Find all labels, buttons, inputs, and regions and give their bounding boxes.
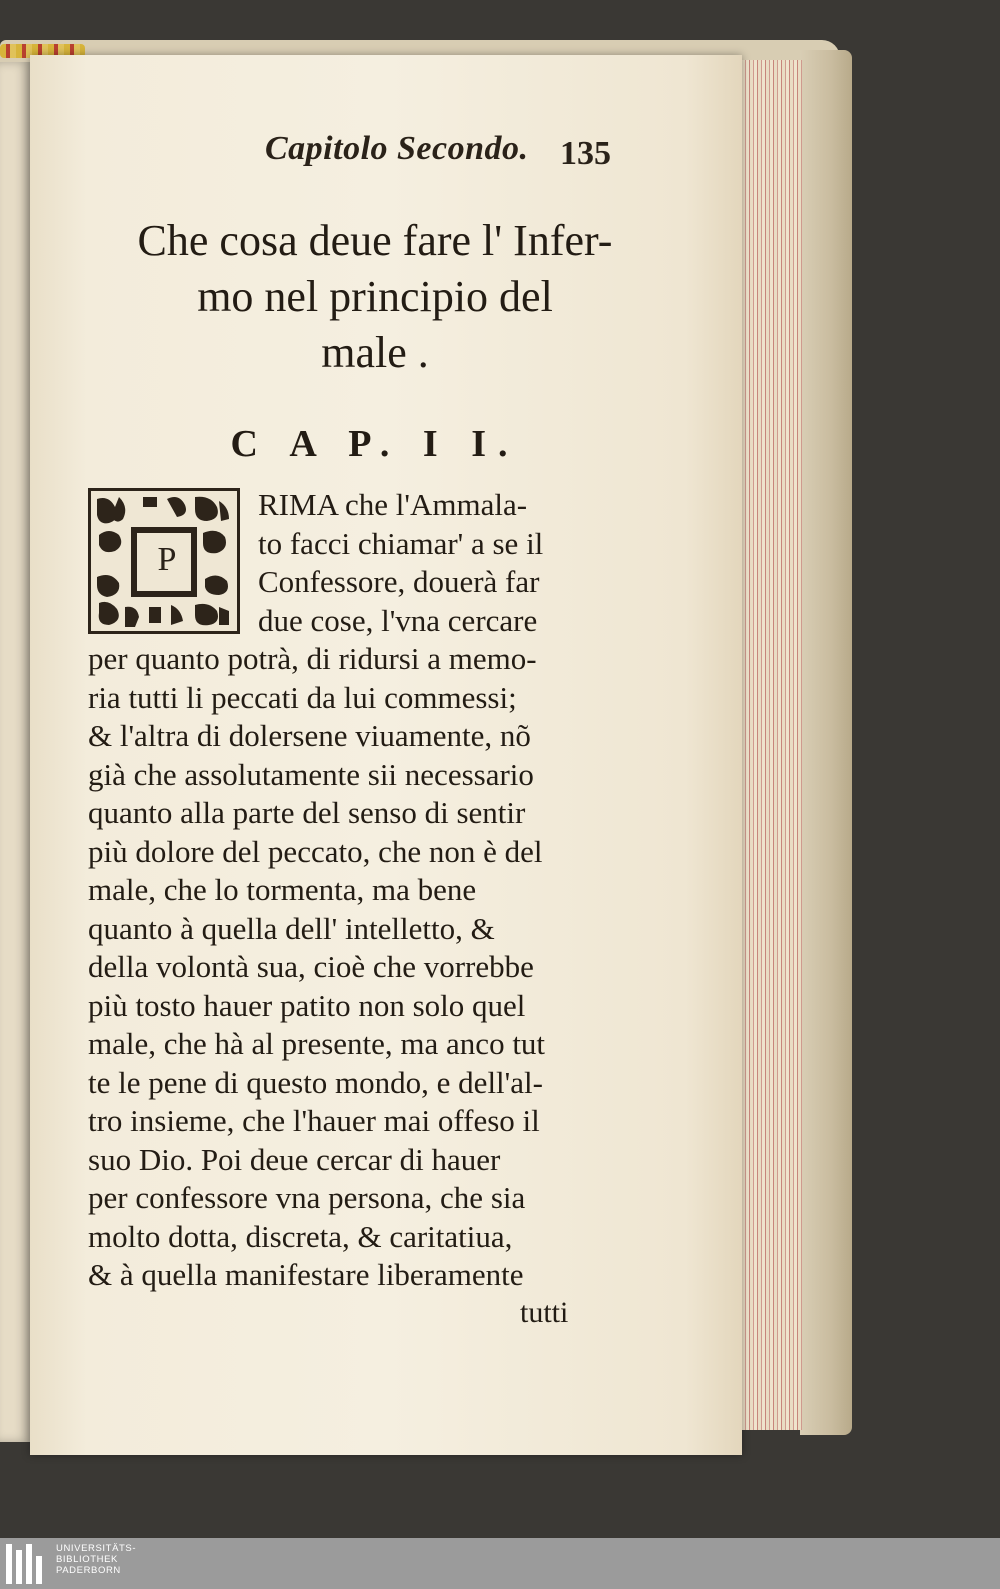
logo-line: UNIVERSITÄTS- (56, 1543, 137, 1554)
text-line: tro insieme, che l'hauer mai offeso il (88, 1103, 540, 1138)
page-stack-edges (742, 60, 802, 1430)
logo-line: PADERBORN (56, 1565, 121, 1576)
chapter-title-line: mo nel principio del (197, 272, 553, 321)
text-line: to facci chiamar' a se il (258, 525, 544, 561)
text-line: più tosto hauer patito non solo quel (88, 987, 526, 1023)
page-number: 135 (560, 135, 611, 172)
chapter-title-line: Che cosa deue fare l' Infer- (137, 216, 613, 265)
text-line: suo Dio. Poi deue cercar di hauer (88, 1141, 501, 1177)
text-line: due cose, l'vna cercare (258, 602, 538, 638)
footer-bar (0, 1538, 1000, 1589)
text-line: ria tutti li peccati da lui commessi; (88, 679, 517, 715)
cover-edge (800, 50, 852, 1435)
facing-page-edge (0, 62, 30, 1442)
text-line: quanto alla parte del senso di sentir (88, 795, 526, 830)
text-line: male, che lo tormenta, ma bene (88, 872, 477, 907)
text-line: male, che hà al presente, ma anco tut (88, 1026, 546, 1061)
initial-letter: P (147, 537, 187, 583)
chapter-title-line: male . (321, 328, 429, 377)
text-line: per quanto potrà, di ridursi a memo- (88, 641, 537, 676)
catchword: tutti (520, 1296, 569, 1329)
library-logo-text (56, 1543, 136, 1576)
text-line: della volontà sua, cioè che vorrebbe (88, 949, 534, 984)
text-line: per confessore vna persona, che sia (88, 1180, 526, 1215)
chapter-title (95, 213, 655, 381)
text-line: molto dotta, discreta, & caritatiua, (88, 1218, 513, 1254)
running-head: Capitolo Secondo. (265, 130, 529, 167)
text-line: quanto à quella dell' intelletto, & (88, 910, 495, 946)
text-line: Confessore, douerà far (258, 564, 540, 599)
text-line: più dolore del peccato, che non è del (88, 833, 543, 869)
text-line: te le pene di questo mondo, e dell'al- (88, 1064, 543, 1100)
text-line: RIMA che l'Ammala- (258, 487, 528, 522)
body-text (88, 486, 644, 1295)
logo-line: BIBLIOTHEK (56, 1554, 118, 1565)
chapter-number: C A P. I I. (230, 423, 520, 465)
text-line: & l'altra di dolersene viuamente, nõ (88, 718, 531, 753)
text-line: & à quella manifestare liberamente (88, 1257, 524, 1292)
text-line: già che assolutamente sii necessario (88, 756, 534, 792)
